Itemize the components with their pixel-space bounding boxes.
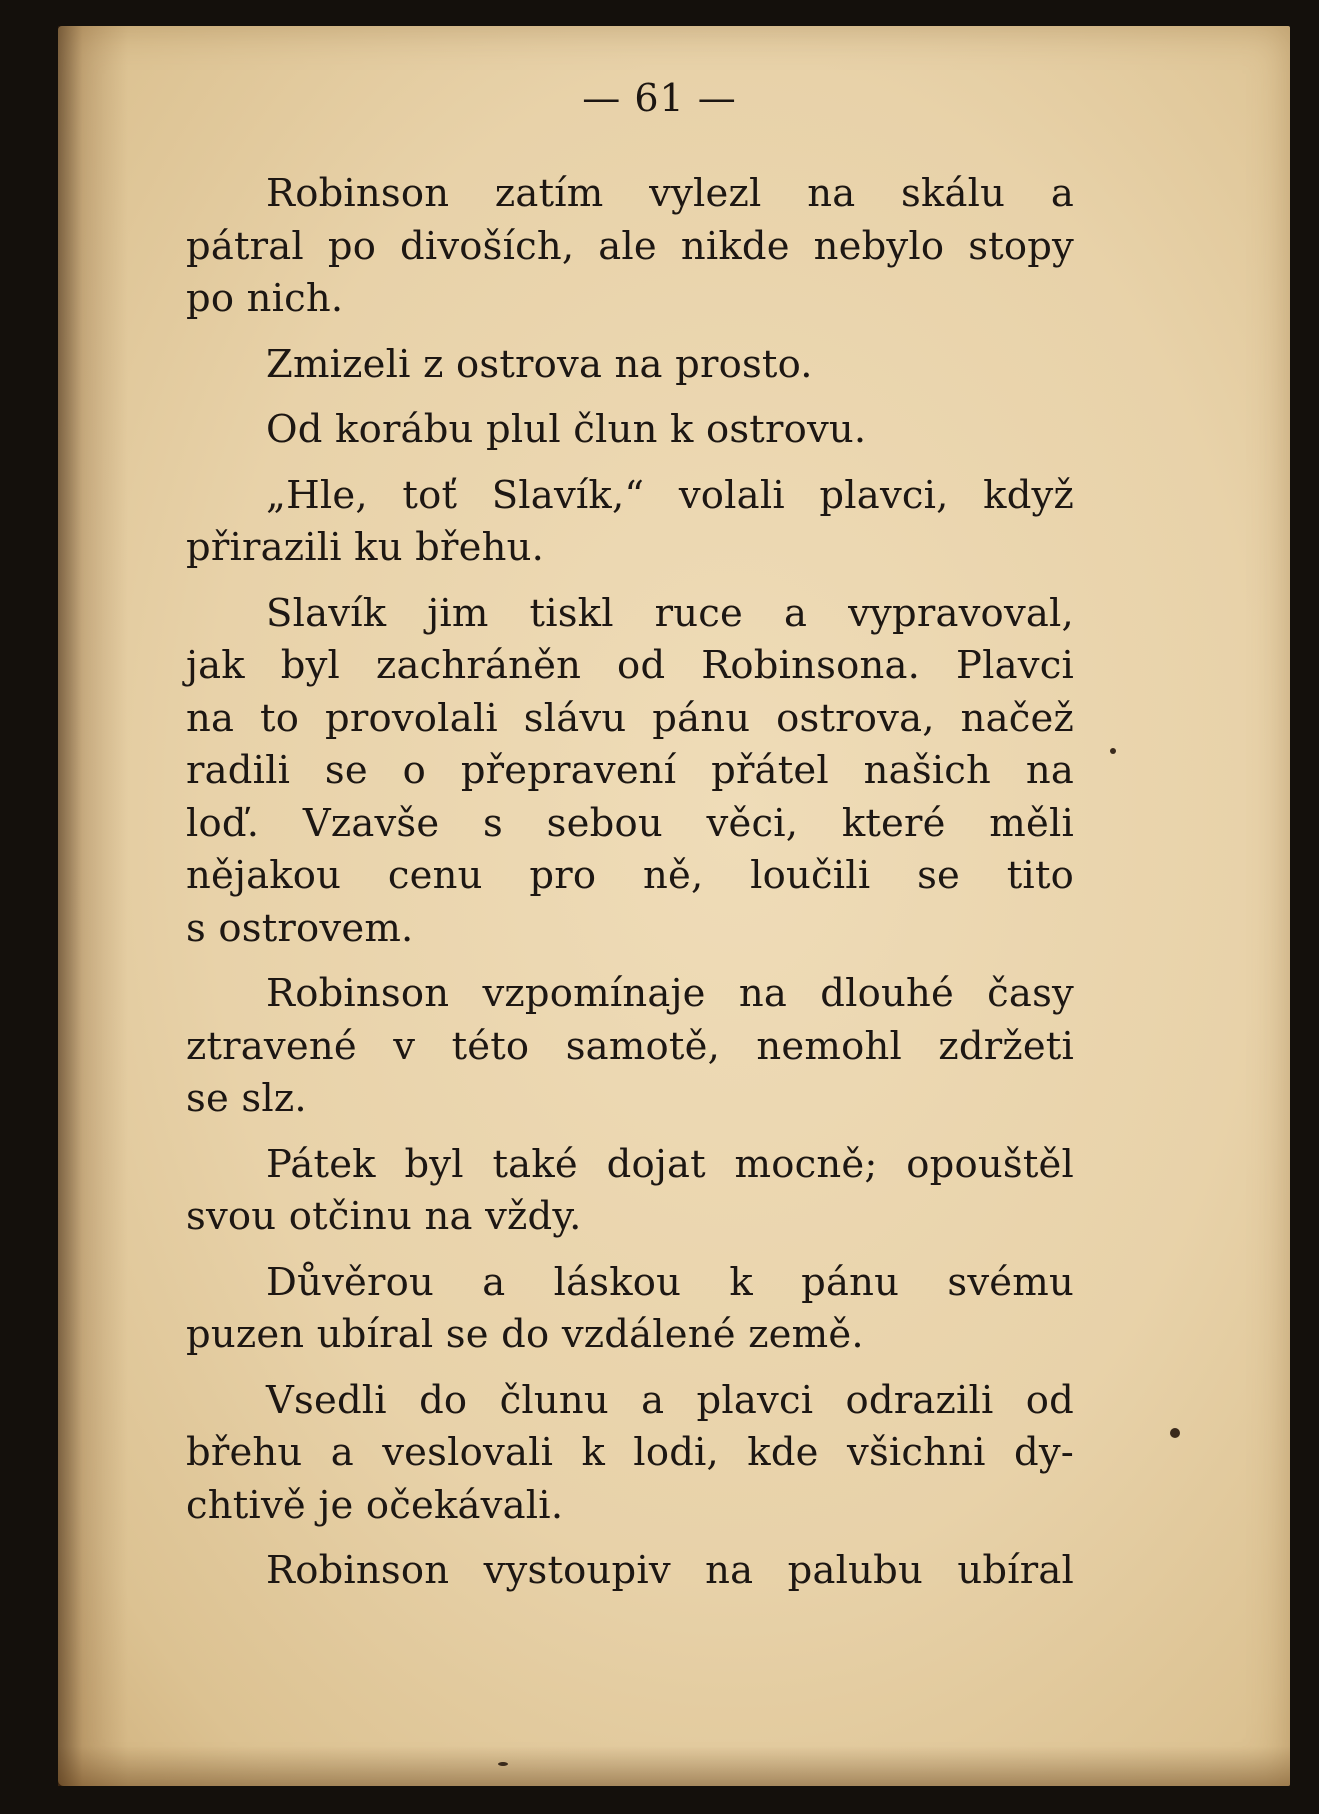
ink-speck <box>498 1762 508 1766</box>
ink-speck <box>1170 1428 1180 1438</box>
text-line: na to provolali slávu pánu ostrova, načež <box>186 695 1074 741</box>
page-bottom-edge <box>58 1746 1290 1786</box>
paragraph <box>186 168 1074 326</box>
text-line: svou otčinu na vždy. <box>186 1194 582 1239</box>
text-line: Vsedli do člunu a plavci odrazili od <box>266 1377 1074 1423</box>
paragraph <box>186 1257 1074 1362</box>
text-line: Robinson vystoupiv na palubu ubíral <box>266 1548 1074 1593</box>
paragraph <box>186 339 1074 392</box>
paragraph <box>186 588 1074 956</box>
text-line: Důvěrou a láskou k pánu svému <box>266 1259 1074 1305</box>
paragraph <box>186 404 1074 457</box>
text-line: Robinson vzpomínaje na dlouhé časy <box>266 971 1074 1016</box>
paragraph <box>186 1375 1074 1533</box>
text-line: Robinson zatím vylezl na skálu a <box>266 171 1074 216</box>
ink-speck <box>1110 748 1116 754</box>
text-line: jak byl zachráněn od Robinsona. Plavci <box>186 643 1074 688</box>
text-line: „Hle, toť Slavík,“ volali plavci, když <box>266 472 1074 518</box>
text-line: Slavík jim tiskl ruce a vypravoval, <box>266 590 1074 636</box>
paragraph <box>186 470 1074 575</box>
body-text <box>186 168 1074 1611</box>
text-line: ztravené v této samotě, nemohl zdržeti <box>186 1023 1074 1069</box>
text-line: Pátek byl také dojat mocně; opouštěl <box>266 1141 1074 1187</box>
page-number: — 61 — <box>582 76 737 120</box>
text-line: loď. Vzavše s sebou věci, které měli <box>186 800 1074 846</box>
text-line: břehu a veslovali k lodi, kde všichni dy- <box>186 1430 1074 1475</box>
text-line: Zmizeli z ostrova na prosto. <box>266 341 813 387</box>
paragraph <box>186 968 1074 1126</box>
paragraph <box>186 1139 1074 1244</box>
text-line: po nich. <box>186 276 344 321</box>
text-line: se slz. <box>186 1076 307 1121</box>
text-line: přirazili ku břehu. <box>186 525 545 570</box>
text-line: puzen ubíral se do vzdálené země. <box>186 1312 864 1357</box>
text-line: nějakou cenu pro ně, loučili se tito <box>186 853 1074 898</box>
text-line: pátral po divoších, ale nikde nebylo stopy <box>186 223 1074 269</box>
text-line: Od korábu plul člun k ostrovu. <box>266 407 867 452</box>
page-gutter-shadow <box>58 26 128 1786</box>
paragraph <box>186 1545 1074 1598</box>
text-line: s ostrovem. <box>186 905 414 951</box>
text-line: chtivě je očekávali. <box>186 1482 564 1528</box>
text-line: radili se o přepravení přátel našich na <box>186 748 1074 793</box>
